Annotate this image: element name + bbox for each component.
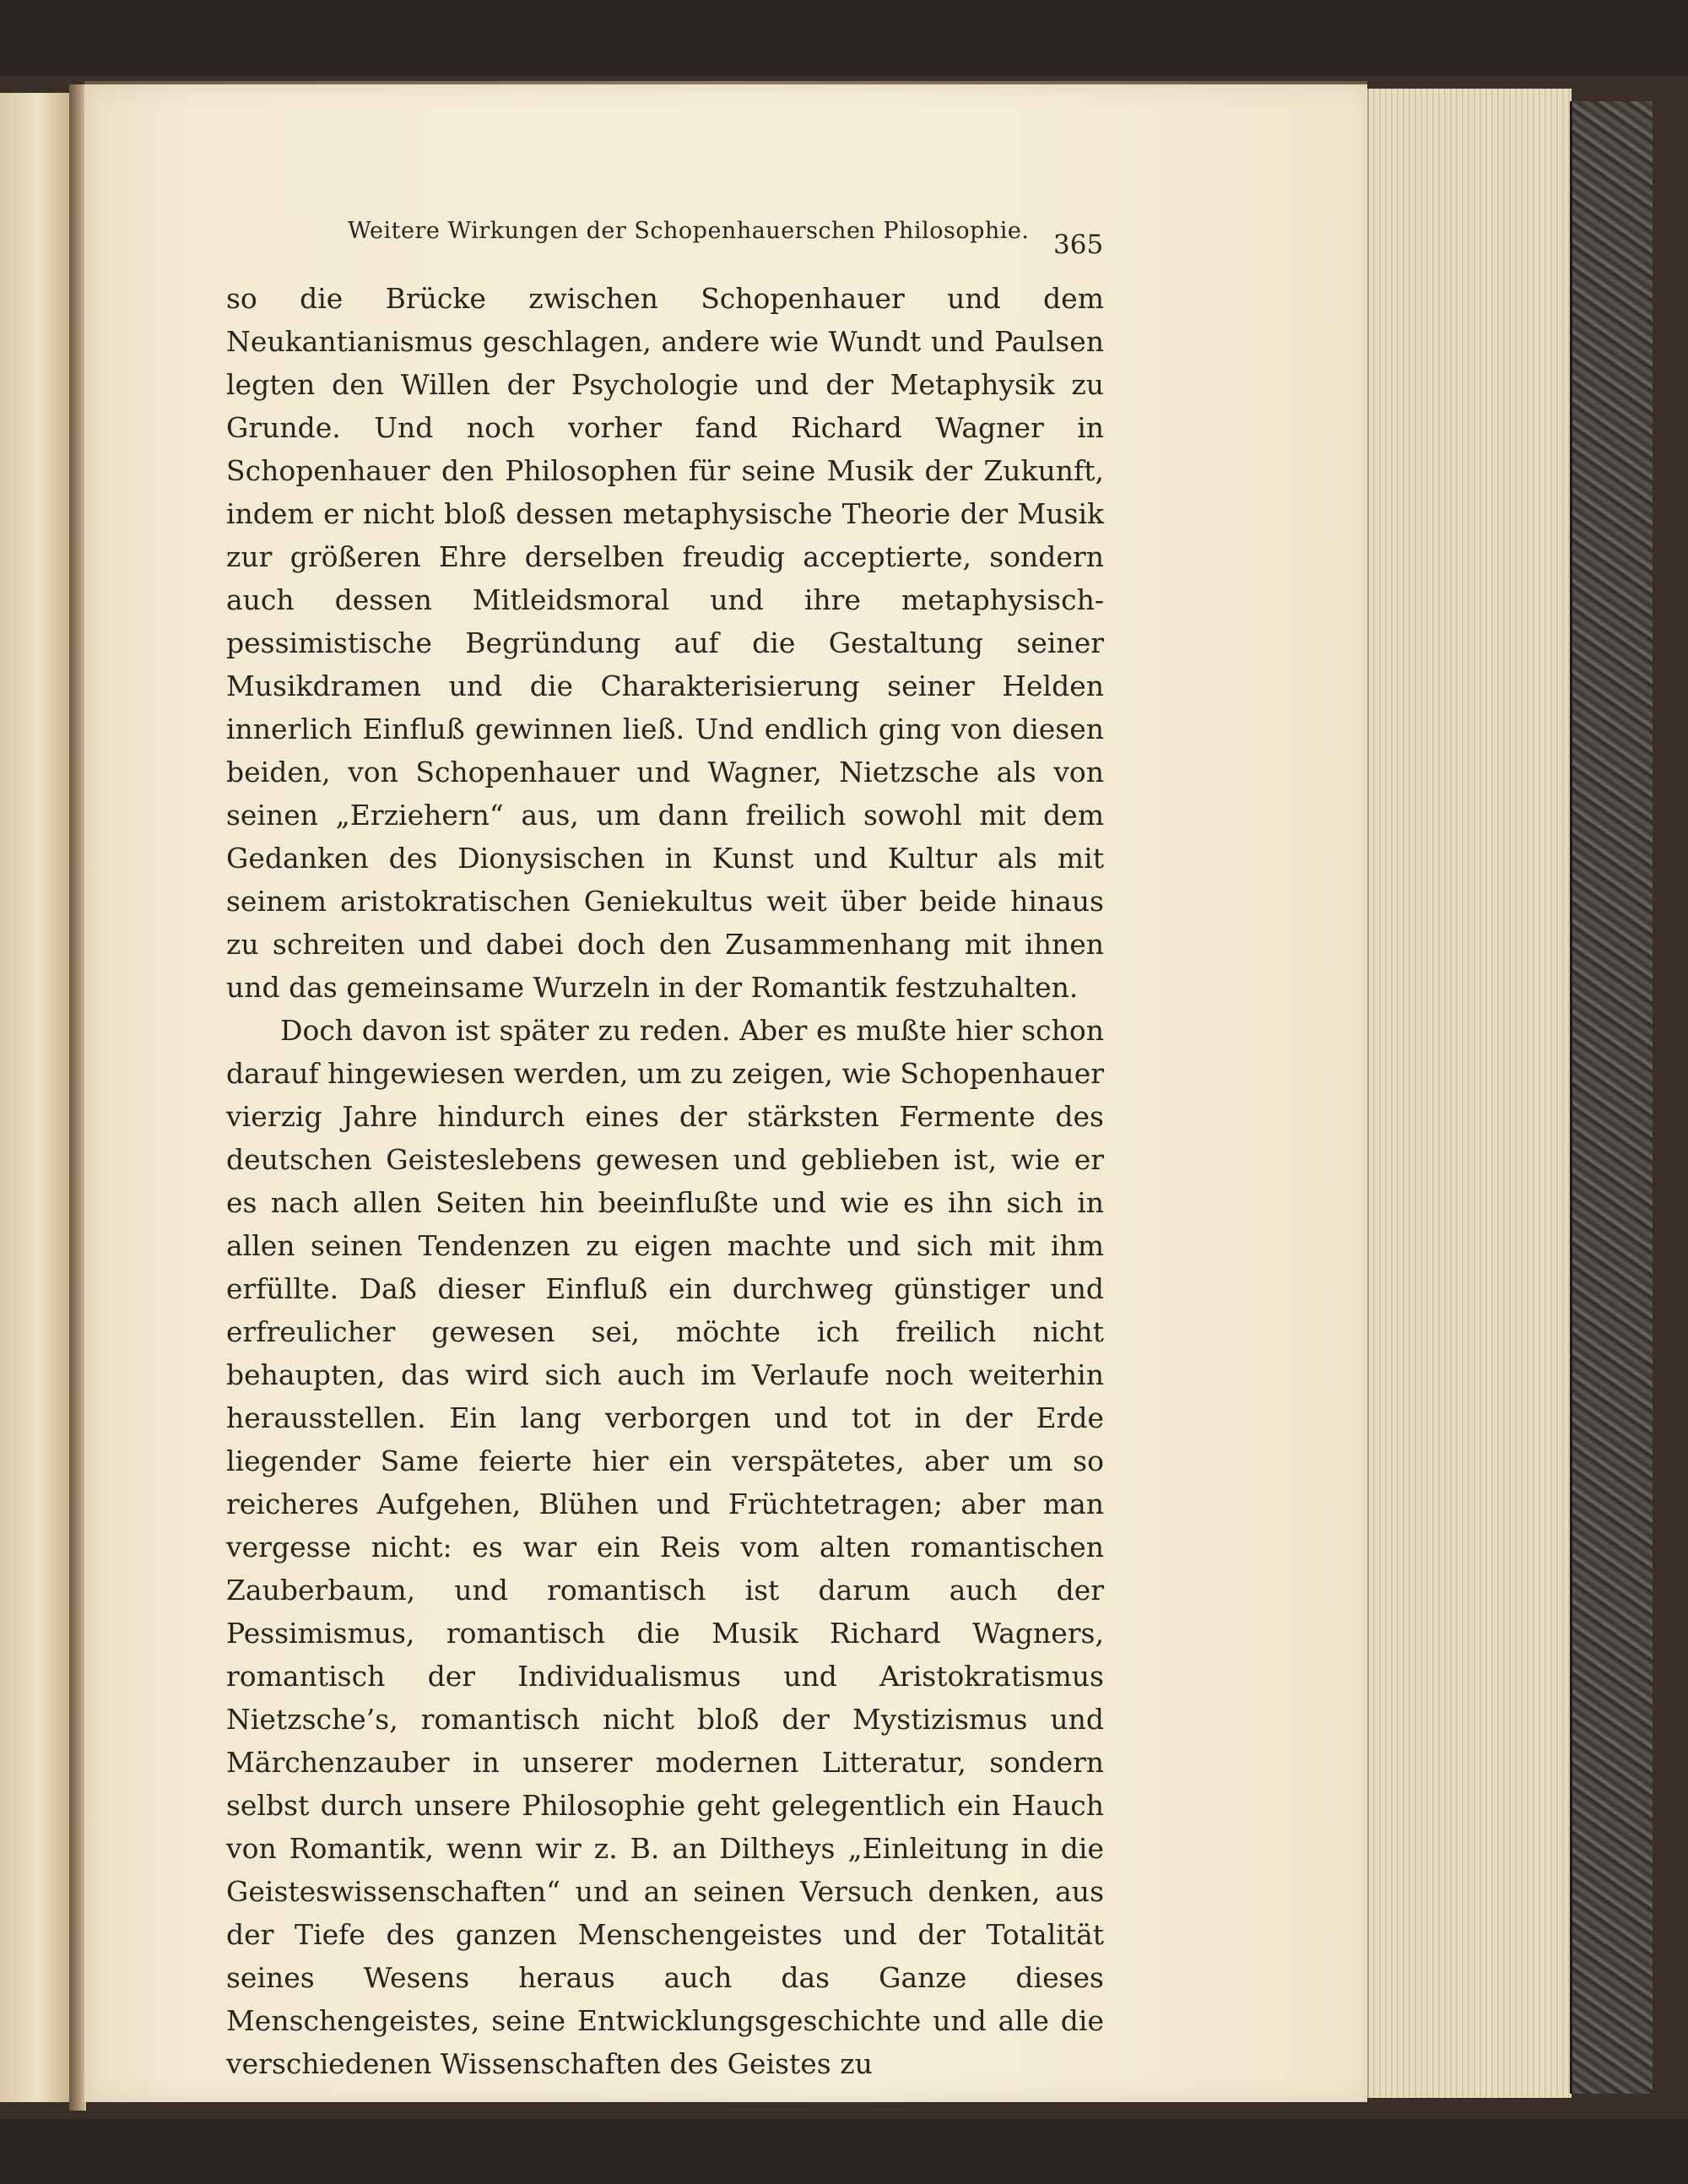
paragraph-2: Doch davon ist später zu reden. Aber es mußte hier schon darauf hingewiesen werden, um zu zeigen, wie Schopenhauer vierzig Jahre hindurch eines der stärksten Fermente des deutschen Geisteslebens gewesen und geblieben ist, wie er es nach allen Seiten hin beeinflußte und wie es ihn sich in allen seinen Tendenzen zu eigen machte und sich mit ihm erfüllte. Daß dieser Einfluß ein durchweg günstiger und erfreulicher gewesen sei, möchte ich freilich nicht behaupten, das wird sich auch im Verlaufe noch weiterhin herausstellen. Ein lang verborgen und tot in der Erde liegender Same feierte hier ein verspätetes, aber um so reicheres Aufgehen, Blühen und Früchtetragen; aber man vergesse nicht: es war ein Reis vom alten romantischen Zauberbaum, und romantisch ist darum auch der Pessimismus, romantisch die Musik Richard Wagners, romantisch der Individualismus und Aristokratismus Nietzsche’s, romantisch nicht bloß der Mystizismus und Märchenzauber in unserer modernen Litteratur, sondern selbst durch unsere Philosophie geht gelegentlich ein Hauch von Romantik, wenn wir z. B. an Diltheys „Einleitung in die Geisteswissenschaften“ und an seinen Versuch denken, aus der Tiefe des ganzen Menschengeistes und der Totalität seines Wesens heraus auch das Ganze dieses Menschengeistes, seine Entwicklungsgeschichte und alle die verschiedenen Wissenschaften des Geistes zu: [226, 1014, 1104, 2080]
page-stack-edges: [1367, 89, 1572, 2098]
marbled-cover-board: [1570, 101, 1653, 2094]
running-header: Weitere Wirkungen der Schopenhauerschen Philosophie.: [348, 218, 1030, 244]
paragraph-1: so die Brücke zwischen Schopenhauer und dem Neukantianismus geschlagen, andere wie Wundt und Paulsen legten den Willen der Psychologie und der Metaphysik zu Grunde. Und noch vorher fand Richard Wagner in Schopenhauer den Philosophen für seine Musik der Zukunft, indem er nicht bloß dessen metaphysische Theorie der Musik zur größeren Ehre derselben freudig acceptierte, sondern auch dessen Mitleidsmoral und ihre metaphysisch-pessimistische Begründung auf die Gestaltung seiner Musikdramen und die Charakterisierung seiner Helden innerlich Einfluß gewinnen ließ. Und endlich ging von diesen beiden, von Schopenhauer und Wagner, Nietzsche als von seinen „Erziehern“ aus, um dann freilich sowohl mit dem Gedanken des Dionysischen in Kunst und Kultur als mit seinem aristokratischen Geniekultus weit über beide hinaus zu schreiten und dabei doch den Zusammenhang mit ihnen und das gemeinsame Wurzeln in der Romantik festzuhalten.: [226, 282, 1104, 1004]
book-gutter: [69, 84, 86, 2111]
page-number: 365: [1053, 230, 1104, 260]
left-page-edge: [0, 93, 71, 2102]
page-body: [226, 277, 1104, 2085]
